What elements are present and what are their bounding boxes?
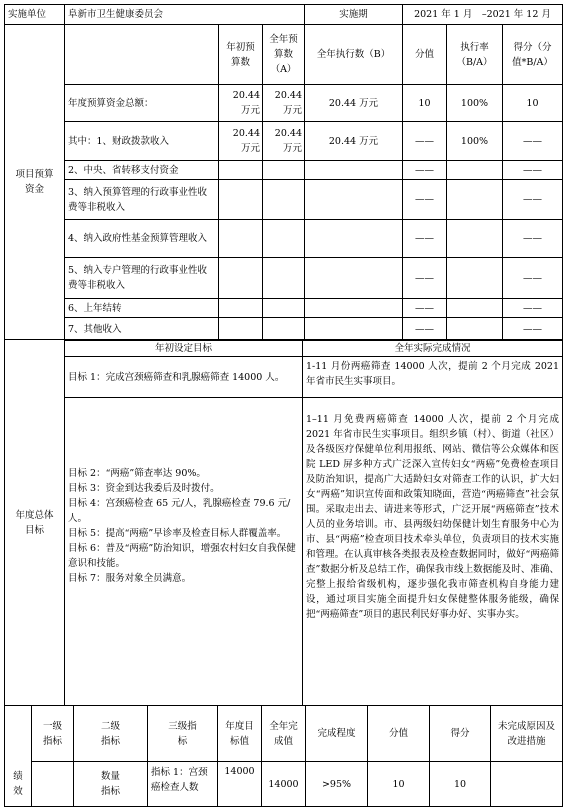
budget-initial-budget <box>218 298 263 318</box>
budget-exec-rate: 100% <box>446 121 503 161</box>
budget-annual-budget <box>262 257 305 299</box>
budget-row-label: 2、中央、省转移支付资金 <box>64 160 219 180</box>
perf-level1 <box>31 761 74 807</box>
budget-annual-budget <box>262 179 305 220</box>
actual-2: 1–11 月免费两癌筛查 14000 人次，提前 2 个月完成 2021 年省市民生实事项目。组织乡镇（村）、街道（社区）及各级医疗保健单位利用报纸、网站、微信等公众媒体和医院 LED 屏多种方式广泛深入宣传妇女“两癌”免费检查项目及防治知识，提高广大适龄妇女对筛查工作的认识，扩大妇女“两癌”知识宣传面和政策知晓面，营造“两癌筛查”社会氛围。采取走出去、请进来等形式，广泛开展“两癌筛查”技术人员的业务培训。市、县两级妇幼保健计划生育服务中心为市、县“两癌”检查项目技术牵头单位，负责项目的技术实施和管理。在认真审核各类报表及检查数据同时，做好“两癌筛查”数据分析及总结工作，确保我市线上数据能及时、准确、完整上报给省级机构，逐步强化我市筛查机构自身能力建设，通过项目实施全面提升妇女保健整体服务能级，确保把“两癌筛查”项目的惠民利民好事办好、实事办实。 <box>302 397 563 706</box>
goal-item: 目标 7：服务对象全员满意。 <box>68 573 192 584</box>
goal-item: 目标 4：宫颈癌检查 65 元/人，乳腺癌检查 79.6 元/人。 <box>68 498 291 524</box>
col-annual-executed: 全年执行数（B） <box>304 24 403 85</box>
goal-list <box>68 466 299 586</box>
goal-item: 目标 2：“两癌”筛查率达 90%。 <box>68 468 206 479</box>
budget-annual-budget <box>262 298 305 318</box>
goal-list-cell <box>64 397 303 706</box>
budget-row-label: 5、纳入专户管理的行政事业性收费等非税收入 <box>64 257 219 299</box>
budget-annual-executed <box>304 179 403 220</box>
budget-initial-budget <box>218 160 263 180</box>
goals-initial-header: 年初设定目标 <box>64 339 303 357</box>
unit-value: 阜新市卫生健康委员会 <box>64 4 305 25</box>
budget-score-value: —— <box>402 317 447 341</box>
perf-h-annual-target: 年度目标值 <box>217 705 262 762</box>
perf-actual-value: 14000 <box>261 761 306 807</box>
budget-score: —— <box>502 219 563 258</box>
budget-exec-rate <box>446 179 503 220</box>
perf-h-score-value: 分值 <box>367 705 430 762</box>
budget-score-value: —— <box>402 121 447 161</box>
budget-score-value: —— <box>402 160 447 180</box>
budget-score-value: —— <box>402 219 447 258</box>
budget-annual-budget <box>262 160 305 180</box>
budget-exec-rate <box>446 317 503 341</box>
budget-initial-budget <box>218 179 263 220</box>
budget-exec-rate <box>446 160 503 180</box>
budget-annual-budget: 20.44 万元 <box>262 84 305 122</box>
budget-initial-budget <box>218 219 263 258</box>
goals-section-label: 年度总体目标 <box>4 339 65 706</box>
budget-annual-executed <box>304 219 403 258</box>
budget-annual-executed <box>304 317 403 341</box>
budget-score: —— <box>502 121 563 161</box>
perf-section-label: 绩效 <box>4 705 32 807</box>
perf-h-level1: 一级指标 <box>31 705 74 762</box>
budget-score: —— <box>502 179 563 220</box>
budget-score-value: —— <box>402 179 447 220</box>
perf-score-value: 10 <box>367 761 430 807</box>
perf-h-actual-value: 全年完成值 <box>261 705 306 762</box>
budget-score-value: —— <box>402 298 447 318</box>
budget-row-label: 其中：1、财政拨款收入 <box>64 121 219 161</box>
perf-h-score: 得分 <box>429 705 491 762</box>
perf-h-degree: 完成程度 <box>305 705 368 762</box>
budget-score: —— <box>502 160 563 180</box>
budget-exec-rate <box>446 257 503 299</box>
col-exec-rate: 执行率（B/A） <box>446 24 503 85</box>
period-value: 2021 年 1 月 –2021 年 12 月 <box>402 4 563 25</box>
budget-header-blank <box>64 24 219 85</box>
budget-score: —— <box>502 317 563 341</box>
goal-item: 目标 6：普及“两癌”防治知识，增强农村妇女自我保健意识和技能。 <box>68 543 296 569</box>
goal-1: 目标 1：完成宫颈癌筛查和乳腺癌筛查 14000 人。 <box>64 356 303 398</box>
perf-level2: 数量指标 <box>73 761 148 807</box>
budget-initial-budget: 20.44 万元 <box>218 84 263 122</box>
budget-score-value: —— <box>402 257 447 299</box>
col-score-value: 分值 <box>402 24 447 85</box>
actual-1: 1-11 月份两癌筛查 14000 人次，提前 2 个月完成 2021 年省市民生实事项目。 <box>302 356 563 398</box>
budget-annual-executed <box>304 257 403 299</box>
period-label: 实施期 <box>304 4 403 25</box>
budget-row-label: 3、纳入预算管理的行政事业性收费等非税收入 <box>64 179 219 220</box>
goal-item: 目标 3：资金到达我委后及时拨付。 <box>68 483 220 494</box>
perf-annual-target: 14000 <box>217 761 262 807</box>
goal-item: 目标 5：提高“两癌”早诊率及检查目标人群覆盖率。 <box>68 528 287 539</box>
perf-score: 10 <box>429 761 491 807</box>
budget-section-label: 项目预算资金 <box>4 24 65 340</box>
budget-initial-budget <box>218 317 263 341</box>
perf-h-level2: 二级指标 <box>73 705 148 762</box>
budget-annual-executed: 20.44 万元 <box>304 121 403 161</box>
budget-exec-rate: 100% <box>446 84 503 122</box>
budget-row-label: 6、上年结转 <box>64 298 219 318</box>
col-annual-budget: 全年预算数（A） <box>262 24 305 85</box>
budget-annual-budget <box>262 317 305 341</box>
unit-label: 实施单位 <box>4 4 65 25</box>
budget-exec-rate <box>446 298 503 318</box>
budget-score: —— <box>502 257 563 299</box>
col-initial-budget: 年初预算数 <box>218 24 263 85</box>
budget-annual-executed: 20.44 万元 <box>304 84 403 122</box>
budget-score-value: 10 <box>402 84 447 122</box>
budget-annual-executed <box>304 298 403 318</box>
budget-row-label: 年度预算资金总额： <box>64 84 219 122</box>
col-score: 得分（分值*B/A） <box>502 24 563 85</box>
budget-score: 10 <box>502 84 563 122</box>
budget-initial-budget <box>218 257 263 299</box>
perf-h-reason: 未完成原因及改进措施 <box>490 705 563 762</box>
budget-initial-budget: 20.44 万元 <box>218 121 263 161</box>
budget-annual-executed <box>304 160 403 180</box>
perf-degree: >95% <box>305 761 368 807</box>
budget-exec-rate <box>446 219 503 258</box>
budget-annual-budget: 20.44 万元 <box>262 121 305 161</box>
goals-actual-header: 全年实际完成情况 <box>302 339 563 357</box>
perf-reason <box>490 761 563 807</box>
budget-score: —— <box>502 298 563 318</box>
perf-level3: 指标 1：宫颈癌检查人数 <box>147 761 218 807</box>
perf-h-level3: 三级指标 <box>147 705 218 762</box>
budget-annual-budget <box>262 219 305 258</box>
budget-row-label: 4、纳入政府性基金预算管理收入 <box>64 219 219 258</box>
budget-row-label: 7、其他收入 <box>64 317 219 341</box>
